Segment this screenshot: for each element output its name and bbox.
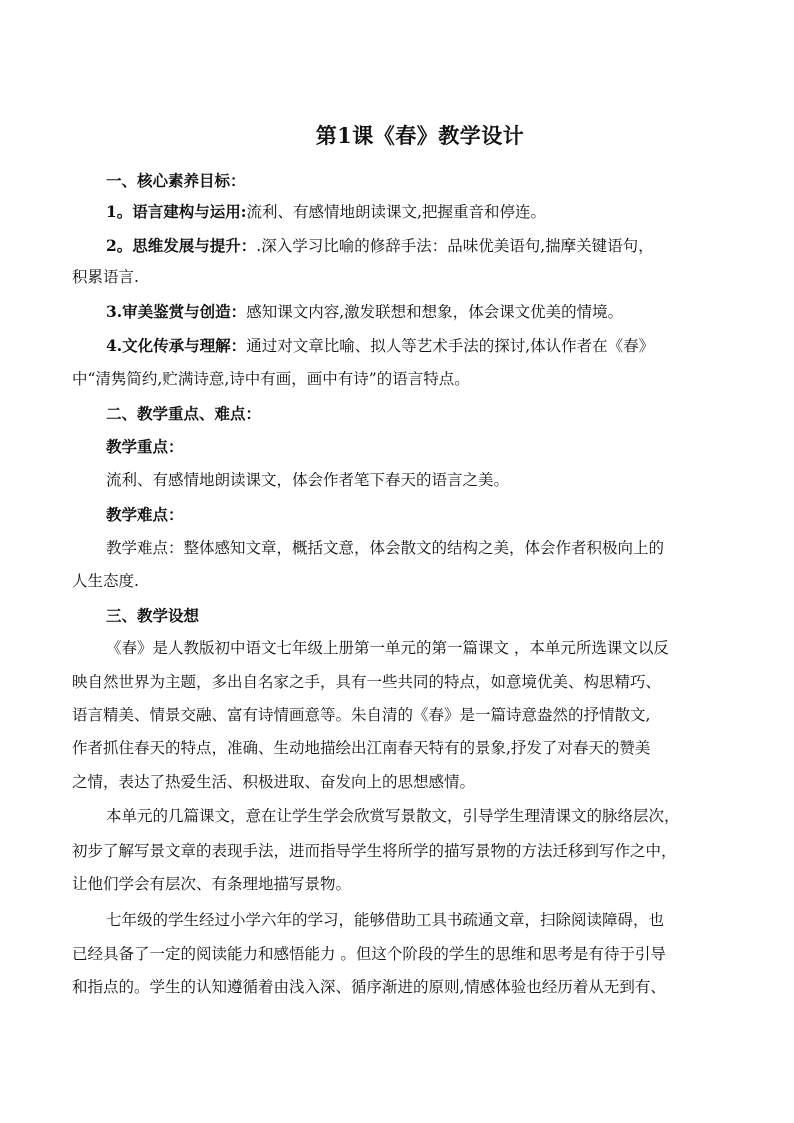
goal-3-label: 3.审美鉴赏与创造： [106, 302, 247, 321]
goal-4-label: 4.文化传承与理解： [106, 336, 247, 355]
para-2-line: 让他们学会有层次、有条理地描写景物。 [72, 875, 352, 893]
section-heading-key-points: 二、教学重点、难点： [106, 404, 262, 423]
para-1-line: 作者抓住春天的特点，准确、生动地描绘出江南春天特有的景象,抒发了对春天的赞美 [72, 739, 651, 757]
para-3-line: 七年级的学生经过小学六年的学习，能够借助工具书疏通文章，扫除阅读障碍，也 [106, 911, 665, 929]
goal-3-text: 感知课文内容,激发联想和想象，体会课文优美的情境。 [246, 303, 624, 321]
para-2-line: 本单元的几篇课文，意在让学生学会欣赏写景散文，引导学生理清课文的脉络层次， [106, 807, 680, 825]
key-point-label: 教学重点： [106, 437, 184, 456]
goal-1 [106, 202, 546, 222]
goal-2-label: 2。思维发展与提升： [106, 236, 257, 255]
goal-3 [106, 302, 623, 322]
goal-4-continuation: 中“清隽简约,贮满诗意,诗中有画，画中有诗”的语言特点。 [72, 370, 470, 388]
goal-2-text: .深入学习比喻的修辞手法：品味优美语句,揣摩关键语句， [256, 237, 654, 255]
difficulty-continuation: 人生态度. [72, 572, 139, 590]
para-3-line: 和指点的。学生的认知遵循着由浅入深、循序渐进的原则,情感体验也经历着从无到有、 [72, 978, 666, 996]
goal-2-continuation: 积累语言. [72, 268, 139, 286]
goal-1-text: 流利、有感情地朗读课文,把握重音和停连。 [246, 203, 546, 221]
para-3-line: 已经具备了一定的阅读能力和感悟能力 。但这个阶段的学生的思维和思考是有待于引导 [72, 945, 666, 963]
para-1-line: 《春》是人教版初中语文七年级上册第一单元的第一篇课文 ，本单元所选课文以反 [106, 639, 669, 657]
goal-4-text: 通过对文章比喻、拟人等艺术手法的探讨,体认作者在《春》 [246, 337, 655, 355]
difficulty-text: 教学难点：整体感知文章，概括文意，体会散文的结构之美，体会作者积极向上的 [106, 539, 665, 557]
para-2-line: 初步了解写景文章的表现手法，进而指导学生将所学的描写景物的方法迁移到写作之中， [72, 842, 677, 860]
goal-2 [106, 236, 654, 256]
goal-4 [106, 336, 654, 356]
section-heading-goals: 一、核心素养目标： [106, 171, 246, 190]
goal-1-label: 1。语言建构与运用: [106, 202, 247, 221]
para-1-line: 语言精美、情景交融、富有诗情画意等。朱自清的《春》是一篇诗意盎然的抒情散文, [72, 706, 651, 724]
para-1-line: 之情，表达了热爱生活、积极进取、奋发向上的思想感情。 [72, 773, 476, 791]
para-1-line: 映自然世界为主题，多出自名家之手，具有一些共同的特点，如意境优美、构思精巧、 [72, 673, 662, 691]
difficulty-label: 教学难点： [106, 505, 184, 524]
page-title: 第1课《春》教学设计 [315, 123, 525, 148]
section-heading-teaching-idea: 三、教学设想 [106, 606, 200, 625]
key-point-text: 流利、有感情地朗读课文，体会作者笔下春天的语言之美。 [106, 471, 510, 489]
